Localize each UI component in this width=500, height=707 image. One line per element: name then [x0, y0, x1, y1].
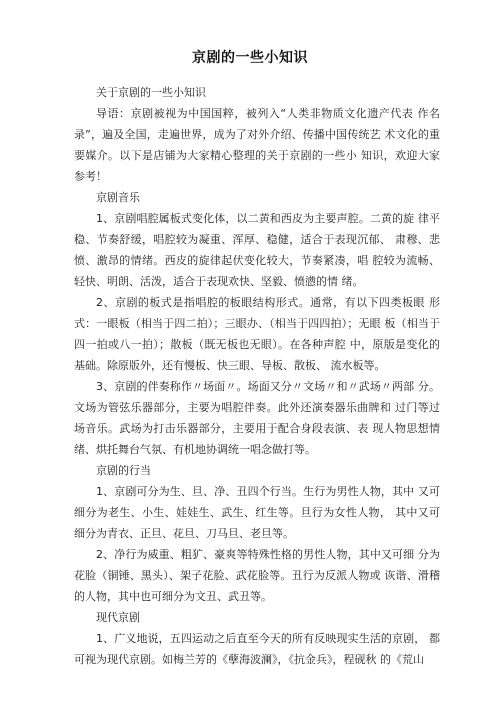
- document-body: [74, 82, 440, 670]
- roles-paragraph-1: 1、京剧可分为生、旦、净、丑四个行当。生行为男性人物，其中 又可细分为老生、小生、娃娃生、武生、红生等。旦行为女性人物， 其中又可细分为青衣、正旦、花旦、刀马旦、老旦等。: [74, 485, 440, 540]
- music-paragraph-1: 1、京剧唱腔属板式变化体，以二黄和西皮为主要声腔。二黄的旋 律平稳、节奏舒缓，唱腔较为凝重、浑厚、稳健，适合于表现沉郁、 肃穆、悲愤、激昂的情绪。西皮的旋律起伏变化较大，节奏紧凑，唱 腔较为流畅、轻快、明朗、活泼，适合于表现欢快、坚毅、愤懑的情 绪。: [74, 212, 440, 288]
- section-heading-music: 京剧音乐: [96, 191, 140, 204]
- music-paragraph-2: 2、京剧的板式是指唱腔的板眼结构形式。通常，有以下四类板眼 形式：一眼板（相当于四二拍）；三眼办、（相当于四四拍）；无眼 板（相当于四一拍或八一拍）；散板（既无板也无眼）。在各种声腔 中，原版是变化的基础。除原版外，还有慢板、快三眼、导板、散板、 流水板等。: [74, 296, 440, 372]
- section-heading-roles: 京剧的行当: [96, 464, 151, 477]
- music-paragraph-3: 3、京剧的伴奏称作〃场面〃。场面又分〃文场〃和〃武场〃两部 分。文场为管弦乐器部分，主要为唱腔伴奏。此外还演奏器乐曲牌和 过门等过场音乐。武场为打击乐器部分，主要用于配合身段表演、表 现人物思想情绪、烘托舞台气氛、有机地协调统一唱念做打等。: [74, 380, 440, 456]
- modern-paragraph-1: 1、广义地说，五四运动之后直至今天的所有反映现实生活的京剧， 都可视为现代京剧。如梅兰芳的《孽海波澜》，《抗金兵》，程砚秋 的《荒山: [74, 632, 440, 666]
- roles-paragraph-2: 2、净行为威重、粗犷、豪爽等特殊性格的男性人物，其中又可细 分为花脸（铜锤、黑头）、架子花脸、武花脸等。丑行为反派人物或 诙谐、滑稽的人物，其中也可细分为文丑、武丑等。: [74, 548, 440, 603]
- intro-paragraph: 导语：京剧被视为中国国粹，被列入“人类非物质文化遗产代表 作名录”，遍及全国，走遍世界，成为了对外介绍、传播中国传统艺 术文化的重要媒介。以下是店铺为大家精心整理的关于京剧的一些小 知识，欢迎大家参考！: [74, 107, 440, 183]
- section-heading-modern: 现代京剧: [96, 611, 140, 624]
- document-title: 京剧的一些小知识: [192, 50, 308, 66]
- intro-heading: 关于京剧的一些小知识: [96, 86, 206, 99]
